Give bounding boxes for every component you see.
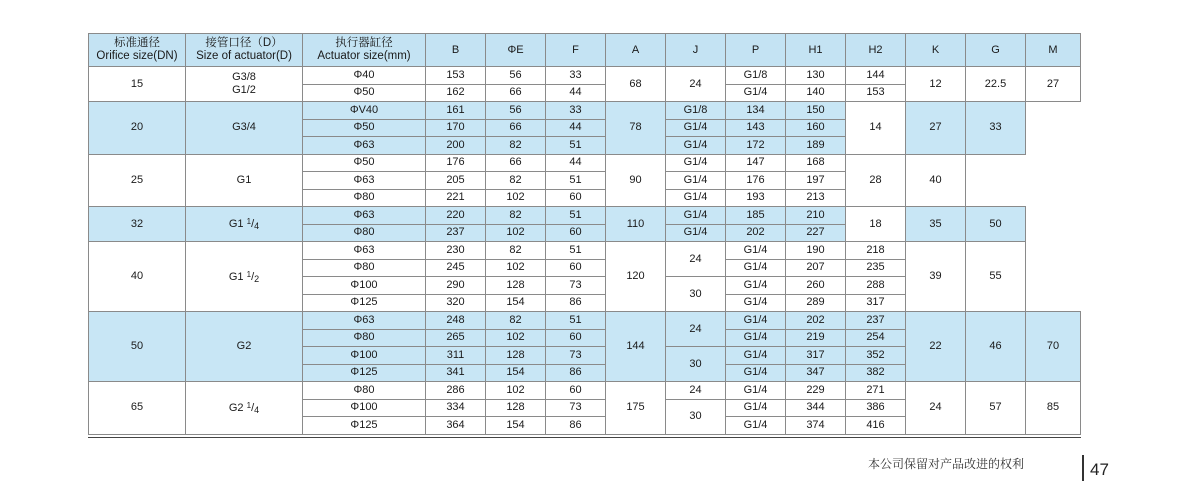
header-b: B (426, 34, 486, 67)
cell-dn: 40 (89, 242, 186, 312)
cell-p: G1/4 (666, 189, 726, 207)
cell-f: 44 (546, 154, 606, 172)
cell-f: 33 (546, 102, 606, 120)
pipe-size-denominator: 4 (254, 221, 260, 231)
cell-b: 364 (426, 417, 486, 435)
cell-f: 60 (546, 329, 606, 347)
cell-h2: 352 (846, 347, 906, 365)
cell-h1: 229 (786, 382, 846, 400)
cell-e: 82 (486, 312, 546, 330)
cell-h2: 153 (846, 84, 906, 102)
cell-m: 40 (906, 154, 966, 207)
cell-p: G1/4 (726, 364, 786, 382)
cell-h2: 254 (846, 329, 906, 347)
cell-a: 175 (606, 382, 666, 435)
cell-p: G1/4 (666, 172, 726, 190)
cell-h2: 317 (846, 294, 906, 312)
cell-b: 220 (426, 207, 486, 225)
header-f: F (546, 34, 606, 67)
cell-actuator: Φ80 (303, 329, 426, 347)
cell-actuator: Φ80 (303, 259, 426, 277)
cell-p: G1/4 (726, 312, 786, 330)
cell-pipe-size: G1 $^1/_4$ (186, 207, 303, 242)
cell-h2: 386 (846, 399, 906, 417)
cell-b: 334 (426, 399, 486, 417)
cell-p: G1/4 (726, 399, 786, 417)
cell-pipe-size: G2 (186, 312, 303, 382)
header-p: P (726, 34, 786, 67)
table-row (89, 102, 1081, 120)
cell-p: G1/4 (666, 154, 726, 172)
cell-actuator: Φ50 (303, 154, 426, 172)
cell-e: 128 (486, 399, 546, 417)
cell-f: 51 (546, 312, 606, 330)
pipe-size-line: G1/2 (232, 84, 256, 96)
cell-h1: 147 (726, 154, 786, 172)
cell-a: 90 (606, 154, 666, 207)
cell-f: 60 (546, 189, 606, 207)
cell-h2: 382 (846, 364, 906, 382)
group-dn20 (89, 102, 1081, 155)
footer-note: 本公司保留对产品改进的权利 (868, 457, 1025, 471)
cell-f: 33 (546, 67, 606, 85)
cell-b: 290 (426, 277, 486, 295)
cell-b: 170 (426, 119, 486, 137)
cell-h2: 416 (846, 417, 906, 435)
cell-h2: 271 (846, 382, 906, 400)
cell-actuator: Φ125 (303, 294, 426, 312)
header-a: A (606, 34, 666, 67)
cell-e: 102 (486, 224, 546, 242)
group-dn15 (89, 67, 1081, 102)
pipe-size-denominator: 2 (254, 273, 260, 284)
cell-dn: 50 (89, 312, 186, 382)
cell-k: 12 (906, 67, 966, 102)
header-orifice-en: Orifice size(DN) (96, 50, 178, 62)
cell-p: G1/4 (666, 224, 726, 242)
cell-pipe-size (186, 67, 303, 102)
cell-e: 102 (486, 329, 546, 347)
header-h2: H2 (846, 34, 906, 67)
header-actuator-size (303, 34, 426, 67)
header-orifice (89, 34, 186, 67)
spec-table (88, 33, 1081, 435)
cell-a: 78 (606, 102, 666, 155)
cell-k: 14 (846, 102, 906, 155)
cell-a: 120 (606, 242, 666, 312)
cell-p: G1/8 (666, 102, 726, 120)
header-orifice-cn: 标准通径 (114, 37, 160, 49)
cell-b: 341 (426, 364, 486, 382)
cell-g: 39 (906, 242, 966, 312)
cell-p: G1/4 (726, 294, 786, 312)
cell-h2: 168 (786, 154, 846, 172)
cell-h2: 160 (786, 119, 846, 137)
cell-m: 70 (1026, 312, 1081, 382)
cell-f: 73 (546, 399, 606, 417)
table-row (89, 382, 1081, 400)
cell-b: 230 (426, 242, 486, 260)
cell-e: 82 (486, 242, 546, 260)
header-g: G (966, 34, 1026, 67)
pipe-size-numerator: 1 (246, 400, 252, 410)
cell-f: 44 (546, 119, 606, 137)
cell-e: 66 (486, 154, 546, 172)
cell-actuator: Φ40 (303, 67, 426, 85)
cell-actuator: Φ63 (303, 137, 426, 155)
cell-j: 24 (666, 242, 726, 277)
page-number-divider (1082, 455, 1084, 481)
cell-b: 245 (426, 259, 486, 277)
cell-b: 286 (426, 382, 486, 400)
cell-h2: 189 (786, 137, 846, 155)
cell-h1: 289 (786, 294, 846, 312)
pipe-size-line: G3/8 (232, 71, 256, 83)
cell-actuator: Φ63 (303, 172, 426, 190)
cell-e: 128 (486, 277, 546, 295)
cell-actuator: Φ50 (303, 119, 426, 137)
cell-h1: 317 (786, 347, 846, 365)
pipe-size-numerator: 1 (246, 269, 252, 279)
cell-b: 161 (426, 102, 486, 120)
cell-k: 24 (906, 382, 966, 435)
cell-actuator: Φ63 (303, 207, 426, 225)
cell-p: G1/4 (726, 347, 786, 365)
cell-h1: 140 (786, 84, 846, 102)
cell-j: 30 (666, 277, 726, 312)
cell-e: 82 (486, 172, 546, 190)
group-dn40 (89, 242, 1081, 312)
cell-pipe-size: G3/4 (186, 102, 303, 155)
cell-a: 144 (606, 312, 666, 382)
header-e: ΦE (486, 34, 546, 67)
cell-h2: 288 (846, 277, 906, 295)
cell-b: 248 (426, 312, 486, 330)
cell-h2: 150 (786, 102, 846, 120)
cell-dn: 15 (89, 67, 186, 102)
cell-f: 86 (546, 364, 606, 382)
cell-actuator: Φ63 (303, 242, 426, 260)
cell-actuator: Φ100 (303, 399, 426, 417)
cell-actuator: Φ100 (303, 347, 426, 365)
group-dn25 (89, 154, 1081, 207)
cell-actuator: Φ125 (303, 364, 426, 382)
cell-a: 110 (606, 207, 666, 242)
header-actuator-size-cn: 执行器缸径 (335, 37, 393, 49)
cell-actuator: ΦV40 (303, 102, 426, 120)
cell-actuator: Φ80 (303, 224, 426, 242)
cell-b: 200 (426, 137, 486, 155)
header-actuator-d (186, 34, 303, 67)
cell-h1: 130 (786, 67, 846, 85)
header-h1: H1 (786, 34, 846, 67)
pipe-size-denominator: 4 (254, 404, 260, 415)
cell-h2: 144 (846, 67, 906, 85)
cell-p: G1/4 (726, 259, 786, 277)
cell-m: 27 (1026, 67, 1081, 102)
cell-k: 18 (846, 207, 906, 242)
cell-m: 55 (966, 242, 1026, 312)
header-m: M (1026, 34, 1081, 67)
cell-m: 33 (966, 102, 1026, 155)
table-row (89, 242, 1081, 260)
cell-e: 154 (486, 417, 546, 435)
cell-g: 35 (906, 207, 966, 242)
cell-g: 46 (966, 312, 1026, 382)
cell-f: 60 (546, 224, 606, 242)
cell-h2: 213 (786, 189, 846, 207)
cell-f: 44 (546, 84, 606, 102)
cell-dn: 65 (89, 382, 186, 435)
cell-h2: 210 (786, 207, 846, 225)
cell-m: 50 (966, 207, 1026, 242)
cell-h1: 172 (726, 137, 786, 155)
cell-g: 57 (966, 382, 1026, 435)
cell-f: 51 (546, 137, 606, 155)
cell-b: 162 (426, 84, 486, 102)
cell-b: 311 (426, 347, 486, 365)
cell-h1: 193 (726, 189, 786, 207)
cell-h1: 202 (786, 312, 846, 330)
cell-e: 154 (486, 294, 546, 312)
cell-h1: 374 (786, 417, 846, 435)
header-row (89, 34, 1081, 67)
cell-h1: 347 (786, 364, 846, 382)
table-row (89, 312, 1081, 330)
table-row (89, 154, 1081, 172)
group-dn32 (89, 207, 1081, 242)
cell-g: 27 (906, 102, 966, 155)
cell-h1: 219 (786, 329, 846, 347)
cell-f: 73 (546, 277, 606, 295)
cell-e: 56 (486, 67, 546, 85)
cell-dn: 32 (89, 207, 186, 242)
cell-f: 86 (546, 294, 606, 312)
cell-pipe-size: G1 (186, 154, 303, 207)
cell-j: 24 (666, 382, 726, 400)
cell-f: 86 (546, 417, 606, 435)
cell-actuator: Φ63 (303, 312, 426, 330)
cell-dn: 25 (89, 154, 186, 207)
cell-f: 51 (546, 207, 606, 225)
cell-actuator: Φ50 (303, 84, 426, 102)
cell-actuator: Φ80 (303, 382, 426, 400)
cell-p: G1/4 (726, 84, 786, 102)
cell-g: 22.5 (966, 67, 1026, 102)
cell-b: 221 (426, 189, 486, 207)
cell-pipe-size: G2 $^1/_4$ (186, 382, 303, 435)
cell-h1: 176 (726, 172, 786, 190)
group-dn65 (89, 382, 1081, 435)
cell-p: G1/4 (666, 119, 726, 137)
cell-h2: 227 (786, 224, 846, 242)
cell-h2: 237 (846, 312, 906, 330)
table-row (89, 207, 1081, 225)
cell-p: G1/4 (726, 277, 786, 295)
cell-e: 102 (486, 382, 546, 400)
cell-g: 28 (846, 154, 906, 207)
pipe-size-base: G1 (228, 218, 244, 230)
cell-p: G1/4 (666, 137, 726, 155)
header-actuator-d-en: Size of actuator(D) (196, 50, 292, 62)
cell-h2: 235 (846, 259, 906, 277)
cell-e: 102 (486, 259, 546, 277)
pipe-size-numerator: 1 (246, 217, 252, 226)
cell-b: 176 (426, 154, 486, 172)
cell-m: 85 (1026, 382, 1081, 435)
cell-b: 265 (426, 329, 486, 347)
header-j: J (666, 34, 726, 67)
cell-b: 320 (426, 294, 486, 312)
cell-h1: 134 (726, 102, 786, 120)
group-dn50 (89, 312, 1081, 382)
cell-f: 51 (546, 172, 606, 190)
cell-e: 154 (486, 364, 546, 382)
cell-h1: 143 (726, 119, 786, 137)
header-actuator-d-cn: 接管口径（D） (205, 37, 283, 49)
cell-p: G1/4 (726, 242, 786, 260)
cell-pipe-size: G1 $^1/_2$ (186, 242, 303, 312)
header-k: K (906, 34, 966, 67)
cell-e: 102 (486, 189, 546, 207)
cell-b: 205 (426, 172, 486, 190)
cell-e: 82 (486, 207, 546, 225)
cell-p: G1/4 (666, 207, 726, 225)
cell-f: 51 (546, 242, 606, 260)
cell-p: G1/4 (726, 382, 786, 400)
cell-b: 153 (426, 67, 486, 85)
cell-h1: 185 (726, 207, 786, 225)
page-number: 47 (1090, 460, 1109, 479)
cell-e: 82 (486, 137, 546, 155)
cell-p: G1/4 (726, 329, 786, 347)
cell-a: 68 (606, 67, 666, 102)
pipe-size-base: G1 (228, 270, 244, 283)
cell-e: 128 (486, 347, 546, 365)
cell-p: G1/8 (726, 67, 786, 85)
cell-h2: 197 (786, 172, 846, 190)
cell-h1: 207 (786, 259, 846, 277)
header-actuator-size-en: Actuator size(mm) (317, 50, 411, 62)
cell-actuator: Φ125 (303, 417, 426, 435)
table-row (89, 67, 1081, 85)
cell-h2: 218 (846, 242, 906, 260)
cell-e: 56 (486, 102, 546, 120)
pipe-size-base: G2 (228, 401, 244, 414)
cell-p: G1/4 (726, 417, 786, 435)
cell-actuator: Φ100 (303, 277, 426, 295)
cell-j: 30 (666, 399, 726, 434)
cell-j: 30 (666, 347, 726, 382)
cell-actuator: Φ80 (303, 189, 426, 207)
cell-h1: 190 (786, 242, 846, 260)
table-bottom-rule (88, 437, 1081, 438)
cell-f: 60 (546, 382, 606, 400)
cell-f: 73 (546, 347, 606, 365)
cell-h1: 202 (726, 224, 786, 242)
cell-j: 24 (666, 312, 726, 347)
cell-k: 22 (906, 312, 966, 382)
cell-h1: 344 (786, 399, 846, 417)
cell-e: 66 (486, 84, 546, 102)
cell-b: 237 (426, 224, 486, 242)
cell-dn: 20 (89, 102, 186, 155)
cell-h1: 260 (786, 277, 846, 295)
cell-f: 60 (546, 259, 606, 277)
cell-j: 24 (666, 67, 726, 102)
cell-e: 66 (486, 119, 546, 137)
